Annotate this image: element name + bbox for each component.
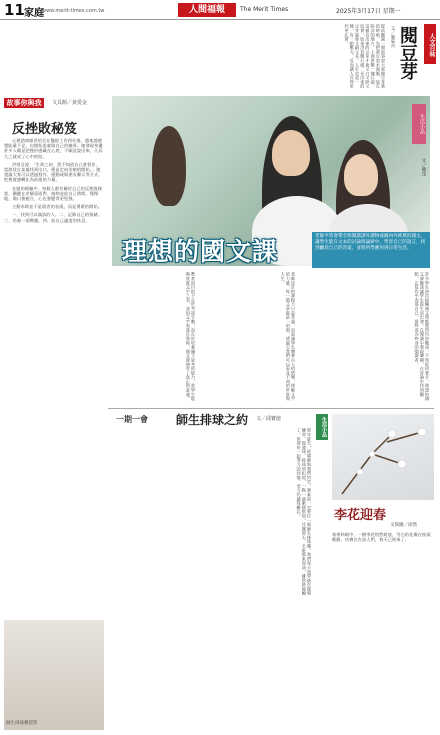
main-article-body: 從前聽過一個故事說大家做豆芽菜的時候，先把黃豆泡水泡脹，放在陰涼的地方，上面要壓一塊石頭，這樣長出來的豆芽才會又白又胖又結實。如果沒有壓石頭，長出來的豆芽就會又細又長。人生也是一樣，有一點壓力，反而讓人長得更好更扎實。 (344, 24, 386, 89)
left-column-byline: 文具館／黃愛金 (52, 100, 88, 106)
feature-body-col: 許多學生初次接觸國文時都覺得內容艱深，不知從何著手。理想的國文課應該讓學生從生活出發，在閱讀中發現樂趣，在討論中找到觀點，在寫作中表達自己，最終成為終身的閱讀者。 (414, 272, 430, 401)
bottom-right-title: 李花迎春 (334, 508, 387, 523)
bottom-left-body: 那年夏天，班導師與我們約定，畢業前一定要打一場師生排球賽。我們每天放學後在操場練習，從發球、接球到扣殺，一點一滴累積默契。比賽那天，全班都來加油，雖然最後輸了，但那份一起努力的回憶，至今仍讓我難忘。 (296, 428, 312, 596)
bottom-left-byline: 文／邱寶億 (256, 416, 282, 422)
page-number: 11 (4, 1, 25, 19)
section-name: 家庭 (24, 8, 44, 19)
paragraph: 在她的經驗中，每個人都有屬於自己的反挫敗秘笈，關鍵在於願意面對、接納並給自己時間。慢慢地，傷口會癒合，心也會變得更堅強。 (4, 185, 103, 202)
issue-date: 2025年3月17日 星期一 (336, 8, 401, 15)
plum-blossom-photo (332, 414, 434, 500)
student-face (272, 130, 310, 176)
website-url: www.merit-times.com.tw (42, 8, 105, 14)
left-column-title: 反挫敗秘笈 (12, 122, 78, 137)
main-article-byline: 文／劉虛貞 (391, 26, 396, 48)
student-face (344, 154, 378, 196)
volleyball-photo (4, 620, 104, 730)
student-figure (152, 126, 186, 206)
bottom-right-body: 春寒料峭中，一樹李花悄然綻放，雪白的花瓣在枝頭輕顫，彷彿在告訴人們，春天已經來了。 (332, 532, 431, 543)
main-article-title: 閱豆芽 (397, 26, 418, 80)
photo-caption: 師生排球賽留影 (6, 721, 38, 726)
feature-body-col: 老師設計的課程不只是背誦，而是讓學生體會古人的情懷，理解文字的力量。每一篇文章都是一扇窗，透過它我們可以看見不同的世界與人生。 (280, 272, 296, 401)
left-column-tag: 故事你與我 (4, 98, 44, 108)
paragraph: 主動求助並不是弱者的表現，而是勇敢的開始。 (12, 204, 103, 210)
newspaper-logo: 人間福報 (178, 3, 236, 17)
blossom-illustration (332, 414, 434, 500)
photo-tag: 生活小品 (412, 104, 426, 144)
photo-label: 文／陳茂 (421, 158, 426, 176)
paragraph: 心理諮商師洪培吾在醫院工作四年後，越來越感覺能量不足，也開始思索與自己的關係。她發現身邊許多人總是把挫折感藏在心底，不願意說出來，久而久之就成了心中的結。 (4, 138, 103, 159)
left-column-body (4, 138, 104, 540)
bottom-left-title: 師生排球之約 (176, 413, 249, 427)
bottom-left-tag: 一期一會 (116, 415, 148, 424)
bottom-right-tag: 生活小品 (316, 414, 328, 440)
bottom-right-byline: 文與圖／徐然 (390, 523, 417, 528)
page-header (0, 0, 440, 20)
divider (108, 408, 434, 409)
feature-body-col: 教育的目的不在於考試分數，而在於培養獨立思考的能力。當學生能夠欣賞文字之美，並用文字表達自我時，國文課便有了真正的意義。 (185, 272, 196, 401)
paragraph: 洪培吾說：「生命之初，我不知道自己會寫作，當熱忱在某處找到出口，便是走向治癒的開始。」她建議大家可以透過寫作、運動或與朋友聊天等方式，把挫敗感轉化為前進的力量。 (4, 161, 103, 183)
feature-intro: 老師平常會帶全班閱讀課外讀物或國內外經典的國文，讓學生能在文本的討論與論辯中，學習自己的語言，找到屬於自己的答案，並將所學應用到日常生活。 (312, 232, 430, 268)
column-tag: 人文百味 (424, 24, 436, 64)
feature-title: 理想的國文課 (122, 237, 279, 266)
newspaper-logo-en: The Merit Times (240, 6, 289, 13)
paragraph: 一、找到可以傾訴的人。二、記錄自己的情緒。三、培養一項興趣。四、給自己適度的休息。 (4, 212, 103, 223)
